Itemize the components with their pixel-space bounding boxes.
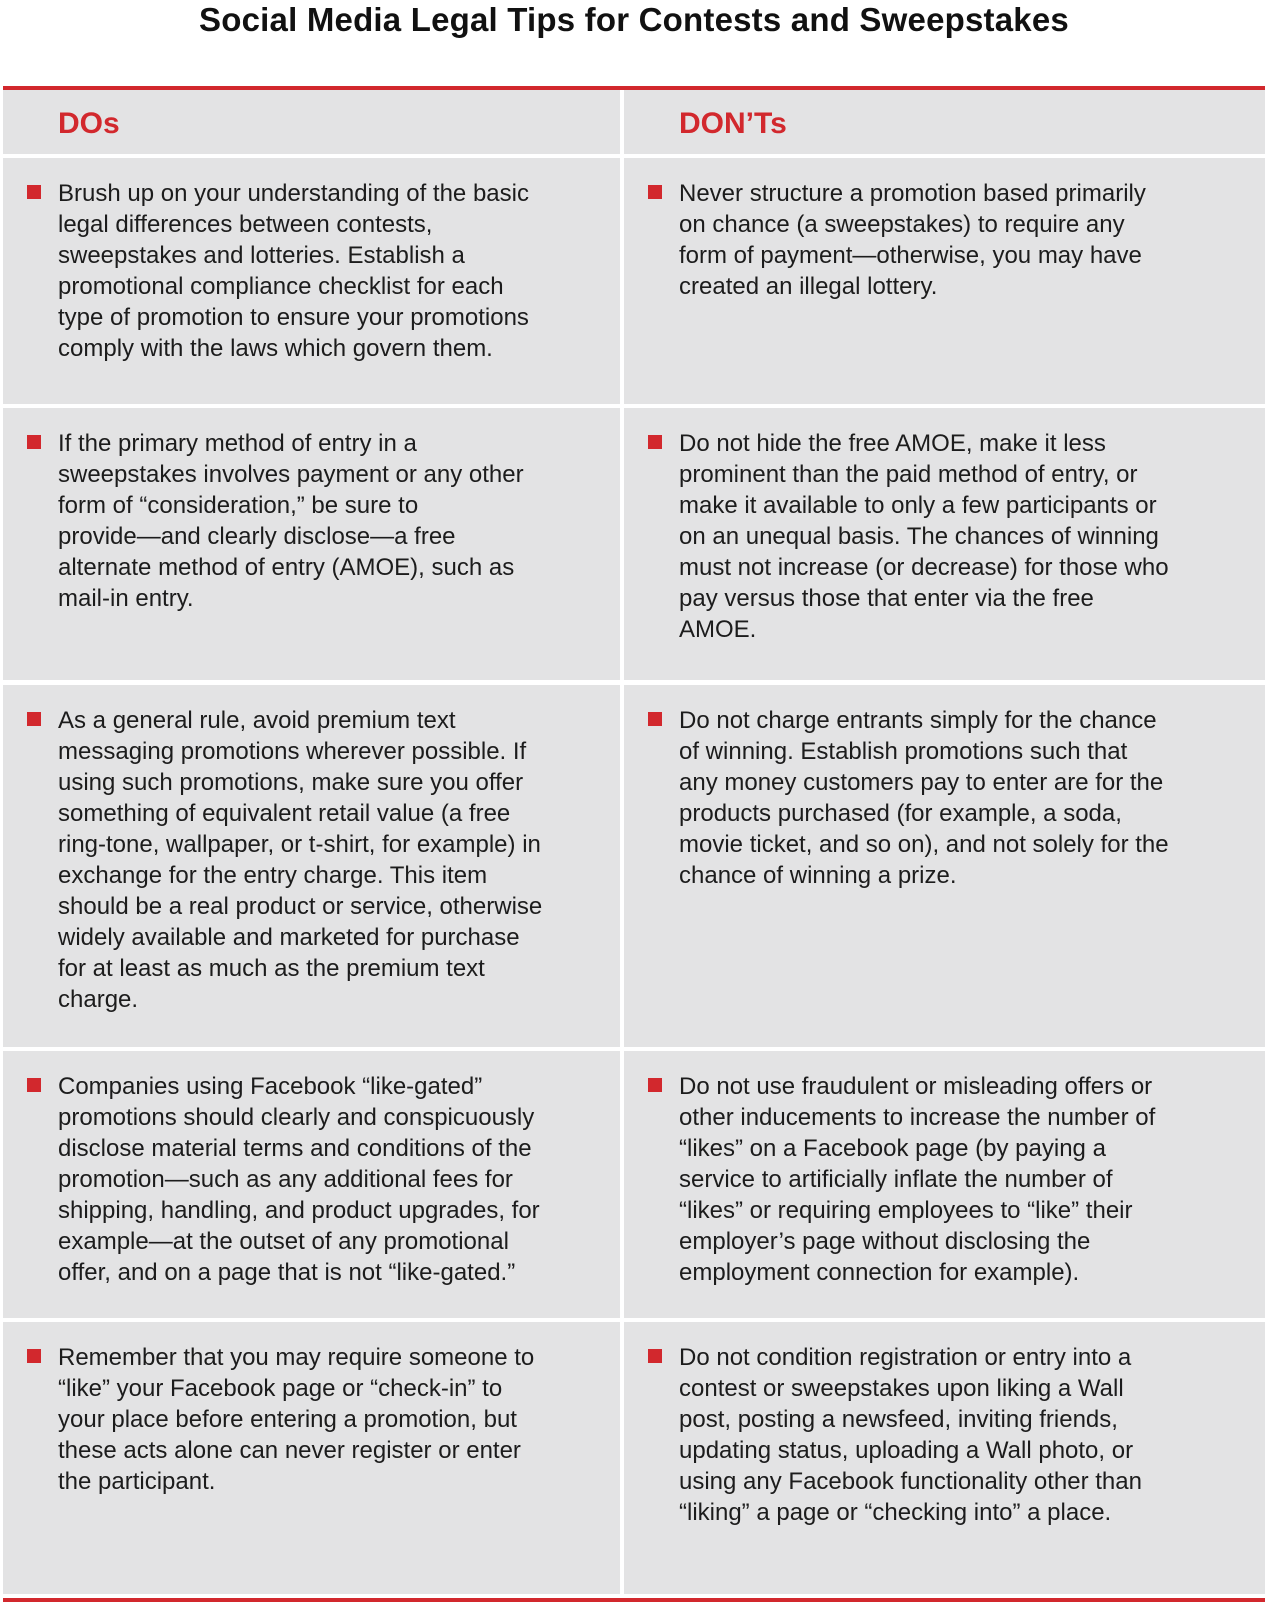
- page-title: Social Media Legal Tips for Contests and Sweepstakes: [199, 1, 1069, 38]
- tip-line: comply with the laws which govern them.: [58, 335, 493, 362]
- tip-line: form of payment—otherwise, you may have: [679, 242, 1142, 269]
- tip-line: post, posting a newsfeed, inviting friends,: [679, 1406, 1118, 1433]
- tip-line: the participant.: [58, 1468, 216, 1495]
- tip-line: “like” your Facebook page or “check-in” to: [58, 1375, 503, 1402]
- bullet-square-icon: [648, 712, 662, 726]
- header-donts: [624, 90, 1265, 154]
- tip-line: any money customers pay to enter are for the: [679, 769, 1164, 796]
- do-tip-text: [58, 1071, 540, 1288]
- tip-line: employment connection for example).: [679, 1259, 1080, 1286]
- tip-line: messaging promotions wherever possible. If: [58, 738, 527, 765]
- header-donts-label: DON’Ts: [679, 107, 787, 140]
- dont-tip-text: [679, 1342, 1142, 1528]
- tip-line: service to artificially inflate the number of: [679, 1166, 1113, 1193]
- dont-cell: [624, 1051, 1265, 1318]
- tip-line: Remember that you may require someone to: [58, 1344, 535, 1371]
- do-cell: [3, 685, 620, 1047]
- tip-line: ring-tone, wallpaper, or t-shirt, for example) in: [58, 831, 541, 858]
- dont-cell: [624, 1322, 1265, 1594]
- bottom-rule: [3, 1598, 1265, 1602]
- tip-line: for at least as much as the premium text: [58, 955, 485, 982]
- tip-line: promotions should clearly and conspicuously: [58, 1104, 535, 1131]
- tip-line: legal differences between contests,: [58, 211, 433, 238]
- tip-line: using any Facebook functionality other than: [679, 1468, 1142, 1495]
- bullet-square-icon: [27, 185, 41, 199]
- tip-line: alternate method of entry (AMOE), such as: [58, 554, 515, 581]
- tip-line: sweepstakes involves payment or any other: [58, 461, 524, 488]
- tip-line: AMOE.: [679, 616, 757, 643]
- tip-line: should be a real product or service, otherwise: [58, 893, 543, 920]
- tip-line: type of promotion to ensure your promotions: [58, 304, 529, 331]
- bullet-square-icon: [648, 1078, 662, 1092]
- tip-line: using such promotions, make sure you offer: [58, 769, 524, 796]
- dont-cell: [624, 408, 1265, 680]
- tip-line: Do not hide the free AMOE, make it less: [679, 430, 1106, 457]
- tip-line: provide—and clearly disclose—a free: [58, 523, 456, 550]
- tip-line: employer’s page without disclosing the: [679, 1228, 1091, 1255]
- tip-line: charge.: [58, 986, 139, 1013]
- tip-line: your place before entering a promotion, but: [58, 1406, 517, 1433]
- do-tip-text: [58, 1342, 534, 1497]
- tip-line: Brush up on your understanding of the basic: [58, 180, 529, 207]
- tip-line: “likes” or requiring employees to “like” their: [679, 1197, 1133, 1224]
- tip-line: these acts alone can never register or enter: [58, 1437, 521, 1464]
- bullet-square-icon: [648, 435, 662, 449]
- bullet-square-icon: [27, 435, 41, 449]
- header-dos-label: DOs: [58, 107, 120, 140]
- tip-line: contest or sweepstakes upon liking a Wall: [679, 1375, 1124, 1402]
- do-cell: [3, 408, 620, 680]
- do-tip-text: [58, 428, 524, 614]
- dont-tip-text: [679, 1071, 1155, 1288]
- tip-line: example—at the outset of any promotional: [58, 1228, 509, 1255]
- tip-line: movie ticket, and so on), and not solely for the: [679, 831, 1169, 858]
- do-tip-text: [58, 705, 542, 1015]
- tip-line: pay versus those that enter via the free: [679, 585, 1094, 612]
- tip-line: exchange for the entry charge. This item: [58, 862, 488, 889]
- tip-line: on chance (a sweepstakes) to require any: [679, 211, 1125, 238]
- tip-line: on an unequal basis. The chances of winning: [679, 523, 1159, 550]
- tip-line: Do not charge entrants simply for the chance: [679, 707, 1157, 734]
- tip-line: must not increase (or decrease) for those who: [679, 554, 1169, 581]
- tip-line: “likes” on a Facebook page (by paying a: [679, 1135, 1106, 1162]
- dont-tip-text: [679, 705, 1169, 891]
- tip-line: chance of winning a prize.: [679, 862, 957, 889]
- tip-line: offer, and on a page that is not “like-gated.”: [58, 1259, 516, 1286]
- tip-line: mail-in entry.: [58, 585, 194, 612]
- tip-line: updating status, uploading a Wall photo, or: [679, 1437, 1134, 1464]
- tip-line: widely available and marketed for purchase: [58, 924, 520, 951]
- do-tip-text: [58, 178, 529, 364]
- bullet-square-icon: [27, 1349, 41, 1363]
- dont-tip-text: [679, 428, 1169, 645]
- tip-line: make it available to only a few participants or: [679, 492, 1157, 519]
- tip-line: shipping, handling, and product upgrades, for: [58, 1197, 540, 1224]
- dont-cell: [624, 685, 1265, 1047]
- tip-line: Do not condition registration or entry into a: [679, 1344, 1132, 1371]
- tip-line: prominent than the paid method of entry, or: [679, 461, 1138, 488]
- tip-line: Do not use fraudulent or misleading offers or: [679, 1073, 1153, 1100]
- bullet-square-icon: [648, 185, 662, 199]
- tip-line: promotion—such as any additional fees for: [58, 1166, 513, 1193]
- do-cell: [3, 1051, 620, 1318]
- bullet-square-icon: [27, 712, 41, 726]
- tip-line: something of equivalent retail value (a free: [58, 800, 511, 827]
- tip-line: disclose material terms and conditions of the: [58, 1135, 532, 1162]
- bullet-square-icon: [27, 1078, 41, 1092]
- tip-line: Never structure a promotion based primarily: [679, 180, 1146, 207]
- tip-line: form of “consideration,” be sure to: [58, 492, 419, 519]
- tip-line: products purchased (for example, a soda,: [679, 800, 1122, 827]
- tip-line: sweepstakes and lotteries. Establish a: [58, 242, 465, 269]
- tip-line: Companies using Facebook “like-gated”: [58, 1073, 483, 1100]
- tip-line: If the primary method of entry in a: [58, 430, 417, 457]
- tip-line: of winning. Establish promotions such that: [679, 738, 1128, 765]
- do-cell: [3, 1322, 620, 1594]
- tip-line: promotional compliance checklist for each: [58, 273, 504, 300]
- tip-line: “liking” a page or “checking into” a place.: [679, 1499, 1112, 1526]
- dont-cell: [624, 158, 1265, 404]
- do-cell: [3, 158, 620, 404]
- header-dos: [3, 90, 620, 154]
- tip-line: other inducements to increase the number of: [679, 1104, 1156, 1131]
- tip-line: As a general rule, avoid premium text: [58, 707, 456, 734]
- tip-line: created an illegal lottery.: [679, 273, 938, 300]
- dont-tip-text: [679, 178, 1146, 302]
- bullet-square-icon: [648, 1349, 662, 1363]
